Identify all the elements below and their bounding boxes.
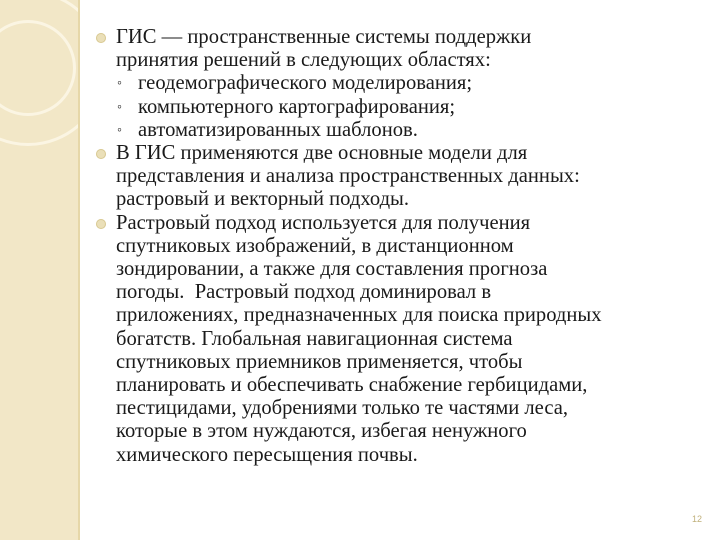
bullet-line: представления и анализа пространственных данных: xyxy=(116,165,580,188)
bullet-line: зондировании, а также для составления прогноза xyxy=(116,258,548,281)
sub-bullet-icon: ◦ xyxy=(117,99,122,115)
bullet-line: В ГИС применяются две основные модели для xyxy=(116,142,528,165)
sub-bullet-icon: ◦ xyxy=(117,76,122,92)
slide-content xyxy=(96,26,706,467)
bullet-dot-icon xyxy=(96,149,106,159)
sub-item-text: компьютерного картографирования; xyxy=(138,95,456,118)
sub-bullet-icon: ◦ xyxy=(117,122,122,138)
sub-item xyxy=(96,119,706,142)
bullet-line: приложениях, предназначенных для поиска природных xyxy=(116,304,602,327)
bullet-line: погоды. Растровый подход доминировал в xyxy=(116,281,492,304)
bullet-line: ГИС — пространственные системы поддержки xyxy=(116,26,532,48)
band-edge-line xyxy=(78,0,80,540)
bullet-item xyxy=(96,212,706,467)
bullet-line: богатств. Глобальная навигационная система xyxy=(116,327,513,350)
bullet-line: спутниковых приемников применяется, чтобы xyxy=(116,350,523,373)
decorative-side-band xyxy=(0,0,78,540)
bullet-line: принятия решений в следующих областях: xyxy=(116,49,491,72)
sub-item-text: автоматизированных шаблонов. xyxy=(138,118,418,141)
bullet-item xyxy=(96,142,706,212)
bullet-line: которые в этом нуждаются, избегая ненужного xyxy=(116,420,527,443)
sub-item xyxy=(96,96,706,119)
bullet-line: пестицидами, удобрениями только те частями леса, xyxy=(116,397,569,420)
bullet-line: спутниковых изображений, в дистанционном xyxy=(116,234,514,257)
bullet-dot-icon xyxy=(96,219,106,229)
bullet-line: Растровый подход используется для получения xyxy=(116,211,531,234)
bullet-line: растровый и векторный подходы. xyxy=(116,188,410,211)
bullet-line: планировать и обеспечивать снабжение гербицидами, xyxy=(116,374,588,397)
page-number: 12 xyxy=(691,514,702,524)
sub-item-text: геодемографического моделирования; xyxy=(138,72,473,95)
sub-item xyxy=(96,72,706,95)
bullet-line: химического пересыщения почвы. xyxy=(116,443,418,466)
bullet-item xyxy=(96,26,706,72)
bullet-dot-icon xyxy=(96,33,106,43)
